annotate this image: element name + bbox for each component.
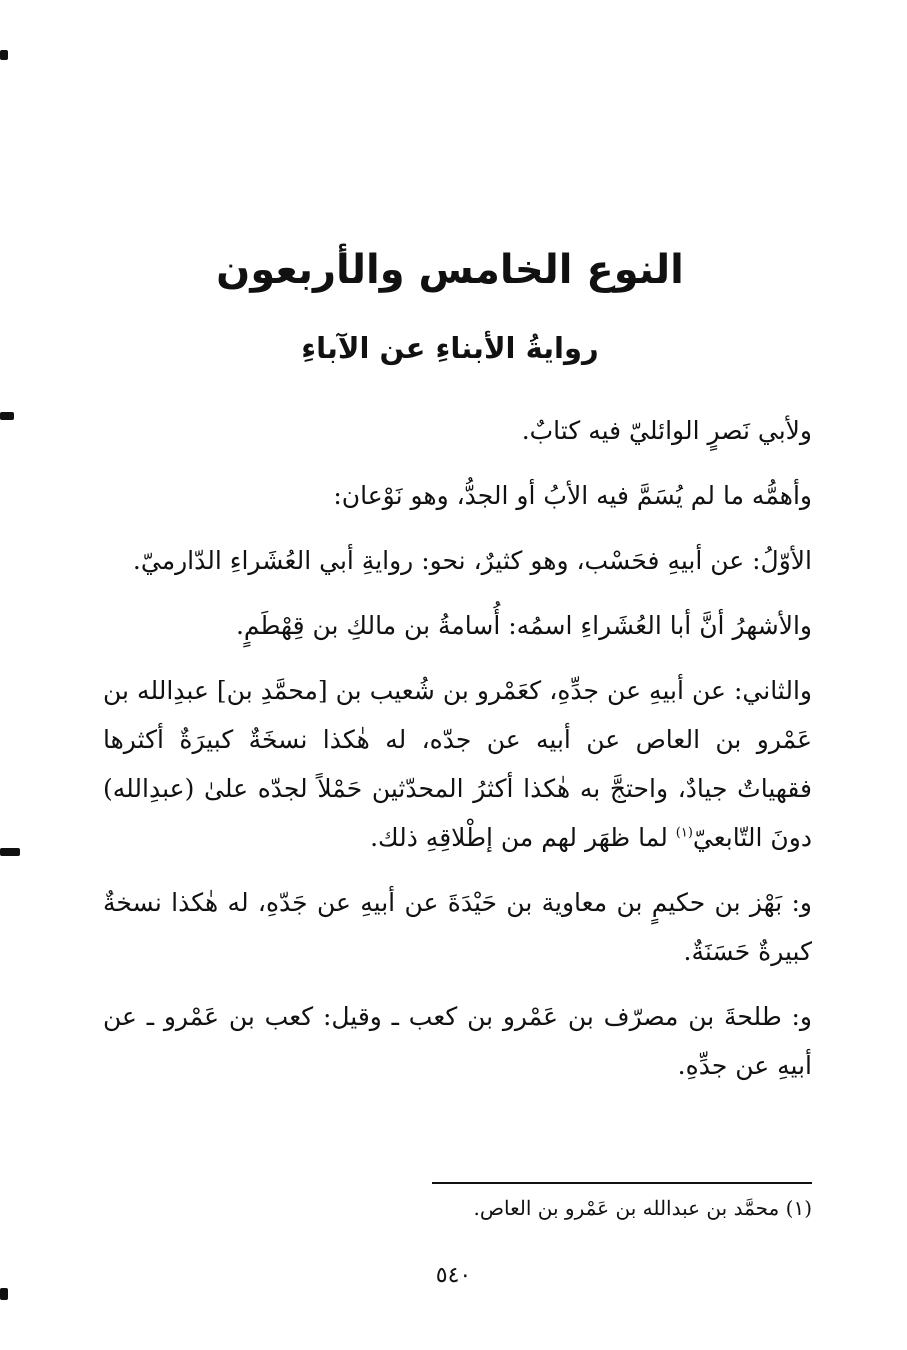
body-text <box>103 406 812 1090</box>
scan-edge-mark <box>0 50 8 60</box>
paragraph: وأهمُّه ما لم يُسَمَّ فيه الأبُ أو الجدُّ، وهو نَوْعان: <box>333 481 812 510</box>
paragraph-text: والثاني: عن أبيهِ عن جدِّهِ، كعَمْرو بن شُعيب بن [محمَّدِ بن] عبدِالله بن عَمْرو بن العاص عن أبيه عن جدّه، له هٰكذا نسخَةٌ كبيرَةٌ أكثرها فقهياتٌ جيادٌ، واحتجَّ به هٰكذا أكثرُ المحدّثين حَمْلاً لجدّه علىٰ (عبدِالله) دونَ التّابعيّ <box>103 676 812 852</box>
paragraph: ولأبي نَصرٍ الوائليّ فيه كتابٌ. <box>521 416 812 445</box>
footnote-divider <box>432 1182 812 1184</box>
section-title: روايةُ الأبناءِ عن الآباءِ <box>301 331 599 365</box>
paragraph <box>103 666 812 862</box>
scan-edge-mark <box>0 412 14 420</box>
paragraph: و: بَهْز بن حكيمٍ بن معاوية بن حَيْدَةَ عن أبيهِ عن جَدّهِ، له هٰكذا نسخةٌ كبيرةٌ حَسَنَةٌ. <box>103 888 812 966</box>
footnote: (١) محمَّد بن عبدالله بن عَمْرو بن العاص. <box>473 1196 812 1220</box>
page-number: ٥٤٠ <box>435 1263 472 1288</box>
chapter-title: النوع الخامس والأربعون <box>216 247 684 293</box>
paragraph: و: طلحةَ بن مصرّف بن عَمْرو بن كعب ـ وقيل: كعب بن عَمْرو ـ عن أبيهِ عن جدِّهِ. <box>103 1002 812 1080</box>
paragraph-text: لما ظهَر لهم من إطْلاقِهِ ذلك. <box>370 823 676 852</box>
paragraph: الأوّلُ: عن أبيهِ فحَسْب، وهو كثيرٌ، نحو: روايةِ أبي العُشَراءِ الدّارميّ. <box>132 546 812 575</box>
scan-edge-mark <box>0 1288 8 1300</box>
footnote-marker: (١) <box>675 825 693 841</box>
paragraph: والأشهرُ أنَّ أبا العُشَراءِ اسمُه: أُسامةُ بن مالكِ بن قِهْطَمٍ. <box>235 611 812 640</box>
scan-edge-mark <box>0 848 20 856</box>
